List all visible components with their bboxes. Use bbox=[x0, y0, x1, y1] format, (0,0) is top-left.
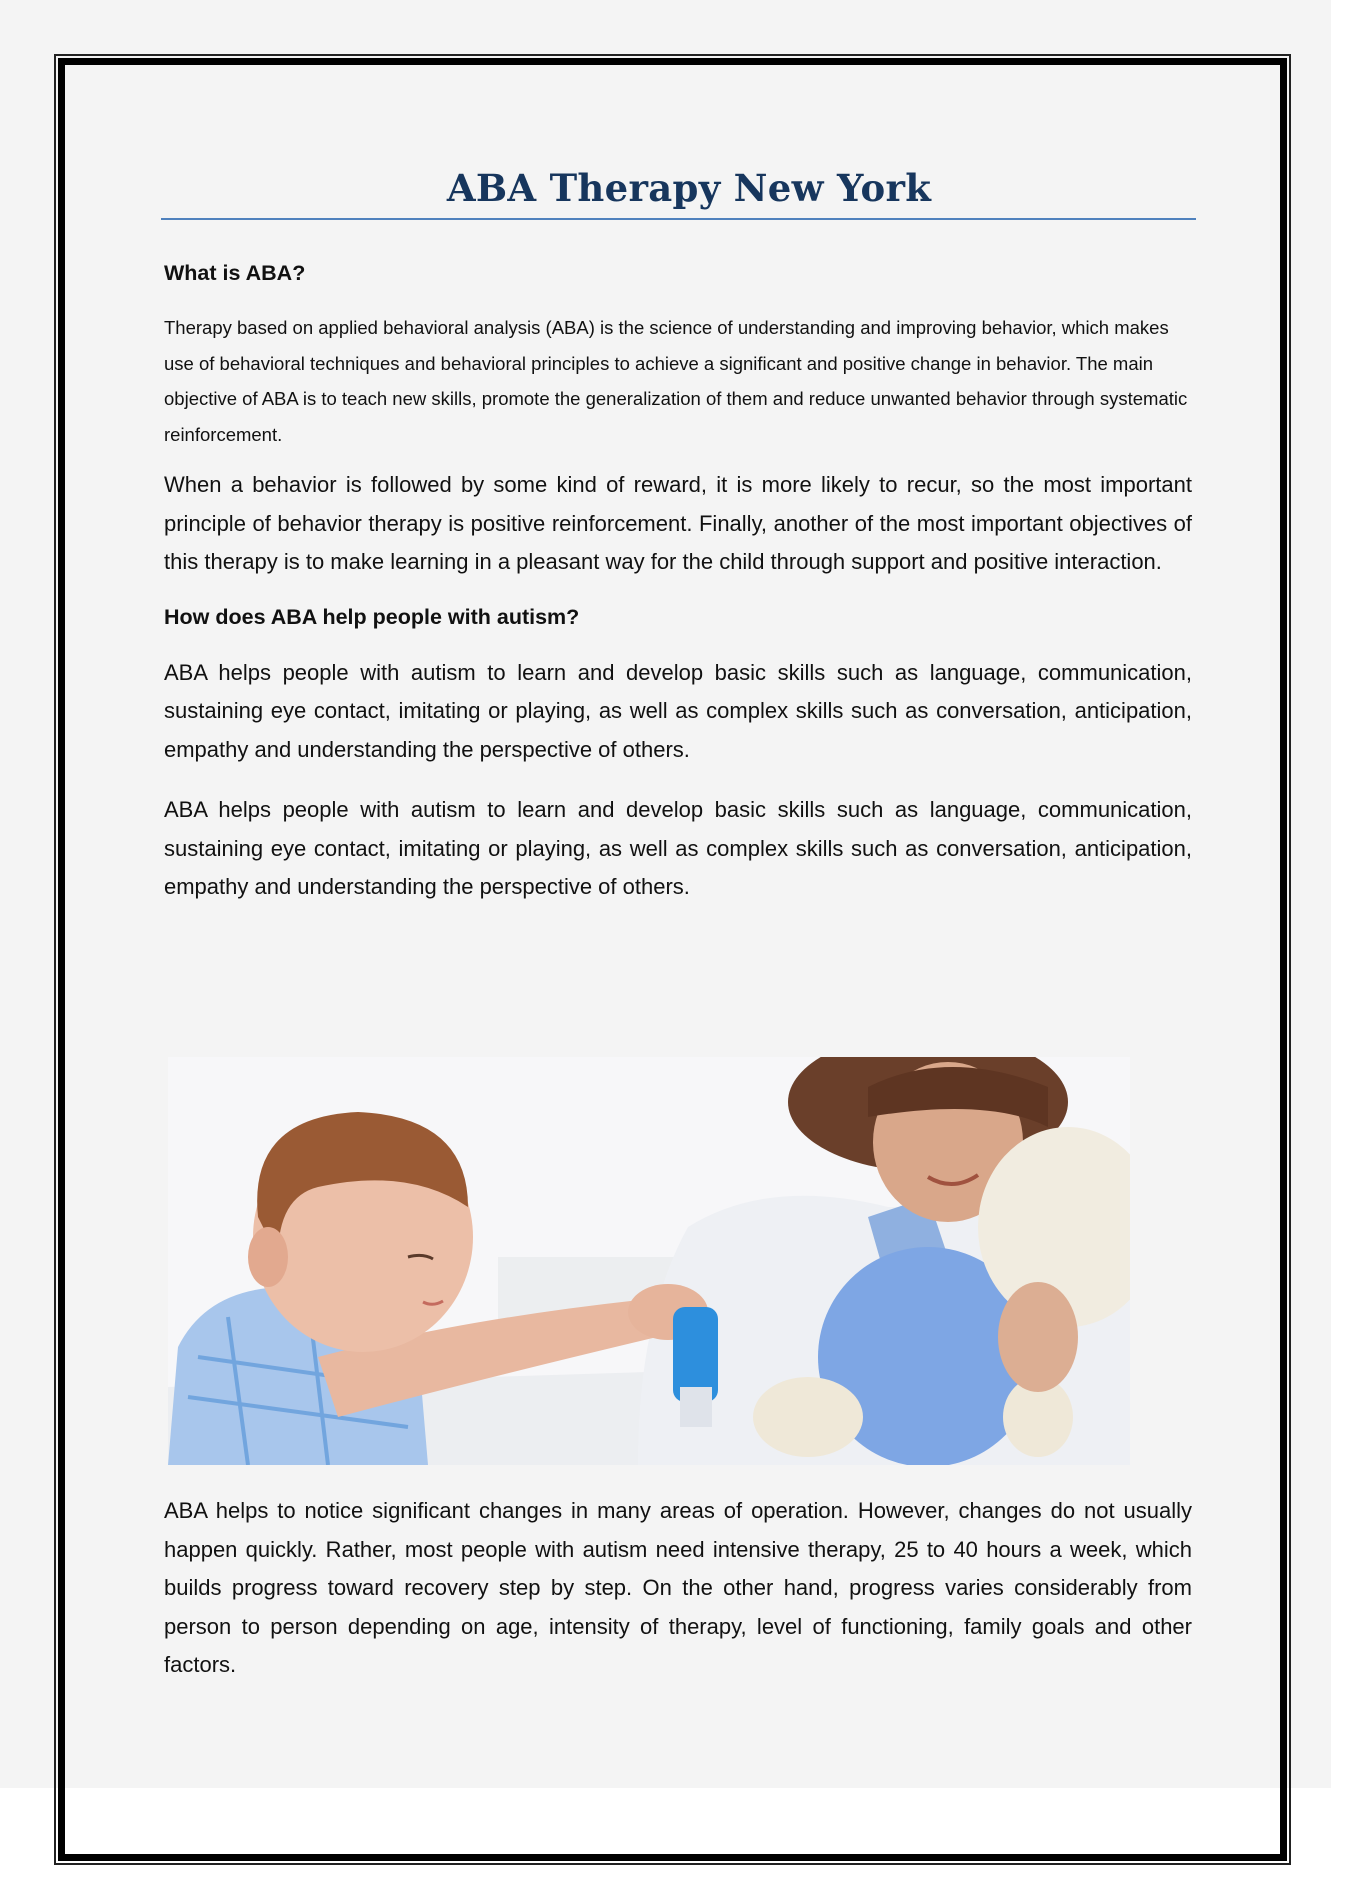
paragraph-aba-progress: ABA helps to notice significant changes in many areas of operation. However, changes do not usually happen quickly. Rather, most people with autism need intensive therapy, 25 to 40 hours a week, which builds progress toward recovery step by step. On the other hand, progress varies considerably from person to person depending on age, intensity of therapy, level of functioning, family goals and other factors. bbox=[164, 1498, 1192, 1677]
page-title: ABA Therapy New York bbox=[446, 166, 932, 210]
paragraph-positive-reinforcement: When a behavior is followed by some kind of reward, it is more likely to recur, so the most important principle of behavior therapy is positive reinforcement. Finally, another of the most important objectives of this therapy is to make learning in a pleasant way for the child through support and positive interaction. bbox=[164, 472, 1192, 574]
document-body bbox=[164, 150, 1192, 907]
section-heading-how-aba-helps: How does ABA help people with autism? bbox=[164, 604, 580, 629]
title-underline bbox=[161, 218, 1196, 220]
therapy-photo bbox=[168, 1057, 1130, 1465]
paragraph-aba-definition: Therapy based on applied behavioral analysis (ABA) is the science of understanding and improving behavior, which makes use of behavioral techniques and behavioral principles to achieve a significant and positive change in behavior. The main objective of ABA is to teach new skills, promote the generalization of them and reduce unwanted behavior through systematic reinforcement. bbox=[164, 317, 1188, 445]
paragraph-aba-skills-1: ABA helps people with autism to learn and develop basic skills such as language, communication, sustaining eye contact, imitating or playing, as well as complex skills such as conversation, anticipation, empathy and understanding the perspective of others. bbox=[164, 659, 1192, 762]
paragraph-aba-skills-2: ABA helps people with autism to learn and develop basic skills such as language, communication, sustaining eye contact, imitating or playing, as well as complex skills such as conversation, anticipation, empathy and understanding the perspective of others. bbox=[164, 797, 1192, 899]
therapy-photo-illustration bbox=[168, 1057, 1130, 1465]
section-heading-what-is-aba: What is ABA? bbox=[164, 261, 306, 285]
